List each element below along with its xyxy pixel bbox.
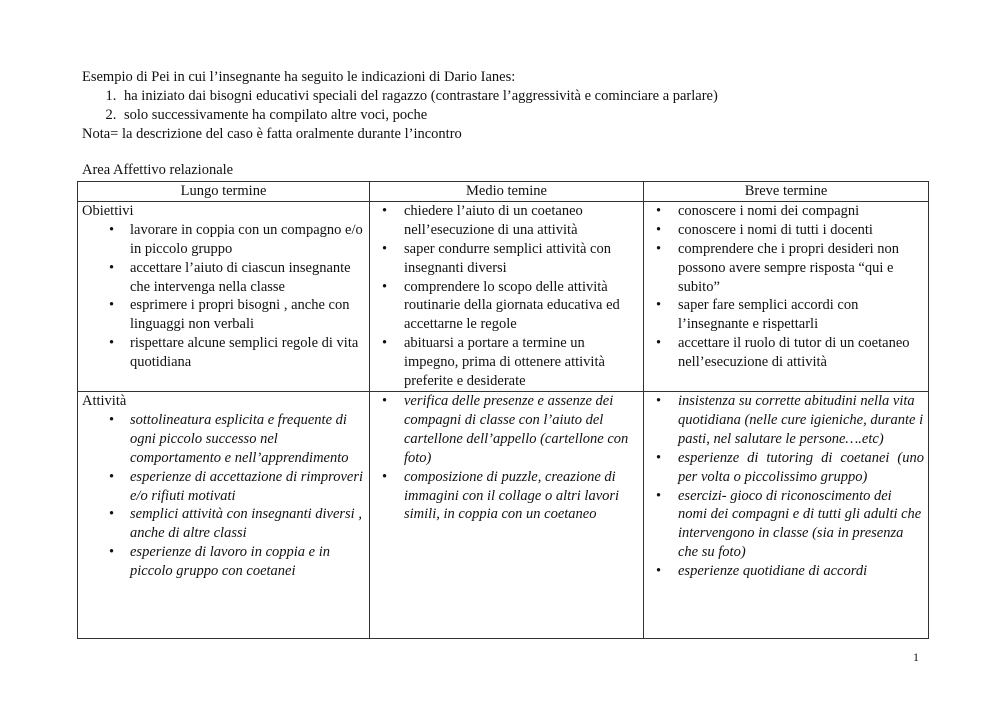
intro-list (82, 87, 718, 125)
list-item: • esercizi- gioco di riconoscimento dei nomi dei compagni e di tutti gli adulti che intervengono in classe (sia in presenza che su foto) (678, 487, 924, 563)
list-item: • insistenza su corrette abitudini nella vita quotidiana (nelle cure igieniche, durante i pasti, nel salutare le persone….etc) (678, 392, 924, 449)
page-number: 1 (913, 650, 919, 664)
row-label-attivita: Attività (82, 392, 127, 409)
list-item: • lavorare in coppia con un compagno e/o in piccolo gruppo (130, 221, 365, 259)
list-item: • conoscere i nomi di tutti i docenti (678, 221, 924, 240)
cell-attivita-short (644, 391, 929, 638)
cell-obiettivi-short (644, 201, 929, 391)
list-item: • esprimere i propri bisogni , anche con linguaggi non verbali (130, 296, 365, 334)
list-item: • conoscere i nomi dei compagni (678, 202, 924, 221)
list-item: • esperienze di lavoro in coppia e in piccolo gruppo con coetanei (130, 543, 365, 581)
intro-heading: Esempio di Pei in cui l’insegnante ha seguito le indicazioni di Dario Ianes: (82, 69, 516, 85)
header-medium-term: Medio temine (370, 182, 644, 202)
cell-obiettivi-medium (370, 201, 644, 391)
attivita-medium-list (374, 392, 639, 524)
table-header-row (78, 182, 929, 202)
list-item: • comprendere che i propri desideri non possono avere sempre risposta “qui e subito” (678, 240, 924, 297)
list-item: • abituarsi a portare a termine un impegno, prima di ottenere attività preferite e desiderate (404, 334, 639, 391)
attivita-short-list (648, 392, 924, 581)
list-item: • chiedere l’aiuto di un coetaneo nell’esecuzione di una attività (404, 202, 639, 240)
list-item: • rispettare alcune semplici regole di vita quotidiana (130, 334, 365, 372)
list-item: • semplici attività con insegnanti diversi , anche di altre classi (130, 505, 365, 543)
list-item: • saper fare semplici accordi con l’insegnante e rispettarli (678, 296, 924, 334)
list-item: • verifica delle presenze e assenze dei compagni di classe con l’aiuto del cartellone dell’appello (cartellone con foto) (404, 392, 639, 468)
intro-item-2: 2. solo successivamente ha compilato altre voci, poche (120, 106, 718, 125)
header-long-term: Lungo termine (78, 182, 370, 202)
intro-item-1: 1. ha iniziato dai bisogni educativi speciali del ragazzo (contrastare l’aggressività e cominciare a parlare) (120, 87, 718, 106)
list-item: • esperienze di tutoring di coetanei (uno per volta o piccolissimo gruppo) (678, 449, 924, 487)
list-item: • accettare l’aiuto di ciascun insegnante che intervenga nella classe (130, 259, 365, 297)
obiettivi-short-list (648, 202, 924, 372)
list-item: • comprendere lo scopo delle attività routinarie della giornata educativa ed accettarne le regole (404, 278, 639, 335)
list-item: • composizione di puzzle, creazione di immagini con il collage o altri lavori simili, in coppia con un coetaneo (404, 468, 639, 525)
list-item: • saper condurre semplici attività con insegnanti diversi (404, 240, 639, 278)
header-short-term: Breve termine (644, 182, 929, 202)
table-row-attivita (78, 391, 929, 638)
table-row-obiettivi (78, 201, 929, 391)
intro-nota: Nota= la descrizione del caso è fatta oralmente durante l’incontro (82, 126, 462, 142)
cell-attivita-medium (370, 391, 644, 638)
list-item: • esperienze quotidiane di accordi (678, 562, 924, 581)
pei-table (77, 181, 929, 639)
obiettivi-medium-list (374, 202, 639, 391)
intro-section (82, 68, 718, 144)
cell-attivita-long (78, 391, 370, 638)
area-title: Area Affettivo relazionale (82, 162, 234, 178)
attivita-long-list (82, 411, 365, 581)
list-item: • esperienze di accettazione di rimproveri e/o rifiuti motivati (130, 468, 365, 506)
row-label-obiettivi: Obiettivi (82, 202, 134, 219)
list-item: • accettare il ruolo di tutor di un coetaneo nell’esecuzione di attività (678, 334, 924, 372)
obiettivi-long-list (82, 221, 365, 372)
list-item: • sottolineatura esplicita e frequente di ogni piccolo successo nel comportamento e nell’apprendimento (130, 411, 365, 468)
cell-obiettivi-long (78, 201, 370, 391)
